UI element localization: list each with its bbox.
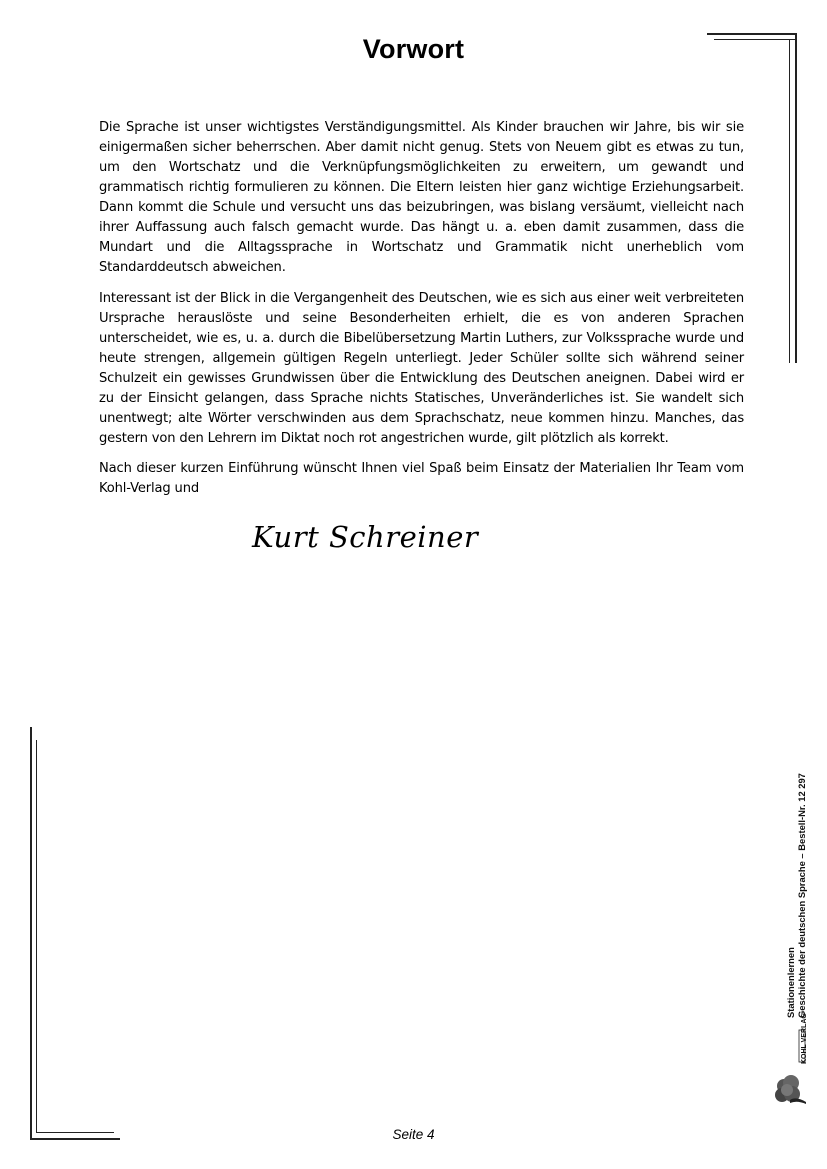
publisher-logo	[770, 1013, 810, 1108]
page-title: Vorwort	[362, 34, 465, 64]
page-number: Seite 4	[392, 1127, 435, 1142]
paragraph-2: Interessant ist der Blick in die Vergangenheit des Deutschen, wie es sich aus einer weit verbreiteten Ursprache herauslöste und seine Besonderheiten erhielt, die es von anderen Sprachen unterscheidet, wie es, u. a. durch die Bibelübersetzung Martin Luthers, zur Volkssprache wurde und heute strengen, allgemein gültigen Regeln unterliegt. Jeder Schüler sollte sich während seiner Schulzeit ein gewisses Grundwissen über die Entwicklung des Deutschen aneignen. Dabei wird er zu der Einsicht gelangen, dass Sprache nichts Statisches, Unveränderliches ist. Sie wandelt sich unentwegt; alte Wörter verschwinden aus dem Sprachschatz, neue kommen hinzu. Manches, das gestern von den Lehrern im Diktat noch rot angestrichen wurde, gilt plötzlich als korrekt.	[99, 290, 744, 446]
paragraph-3: Nach dieser kurzen Einführung wünscht Ihnen viel Spaß beim Einsatz der Materialien Ihr Team vom Kohl-Verlag und	[99, 461, 744, 496]
paragraph-1: Die Sprache ist unser wichtigstes Verständigungsmittel. Als Kinder brauchen wir Jahre, bis wir sie einigermaßen sicher beherrschen. Aber damit nicht genug. Stets von Neuem gibt es etwas zu tun, um den Wortschatz und die Verknüpfungsmöglichkeiten zu erweitern, um gewandt und grammatisch richtig formulieren zu können. Die Eltern leisten hier ganz wichtige Erziehungsarbeit. Dann kommt die Schule und versucht uns das beizubringen, was bislang versäumt, vielleicht nach ihrer Auffassung auch falsch gemacht wurde. Das hängt u. a. eben damit zusammen, dass die Mundart und die Alltagssprache in Wortschatz und Grammatik nicht unerheblich vom Standarddeutsch abweichen.	[99, 120, 744, 275]
sidebar-series-title: Stationenlernen	[785, 947, 796, 1018]
preface-body	[99, 118, 744, 510]
publisher-logo-text: KOHL VERLAG	[801, 1013, 808, 1064]
author-signature: Kurt Schreiner	[252, 520, 479, 554]
sidebar-book-info: Geschichte der deutschen Sprache – Bestell-Nr. 12 297	[796, 773, 807, 1018]
